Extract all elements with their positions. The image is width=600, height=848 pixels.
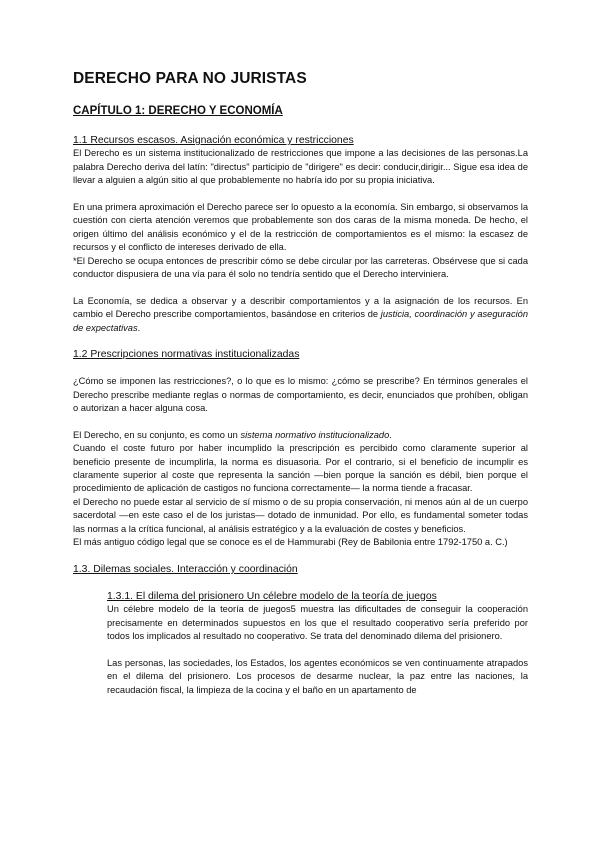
paragraph: La Economía, se dedica a observar y a describir comportamientos y a la asignación de los recursos. En cambio el Derecho prescribe comportamientos, basándose en criterios de justicia, coordinación y aseguración de expectativas. <box>73 295 528 333</box>
paragraph: ¿Cómo se imponen las restricciones?, o lo que es lo mismo: ¿cómo se prescribe? En términos generales el Derecho prescribe mediante reglas o normas de comportamiento, es decir, enunciados que prohíben, obligan o autorizan a hacer alguna cosa. <box>73 376 528 414</box>
emphasis-text: sistema normativo institucionalizado <box>240 429 390 440</box>
section-heading-1-2: 1.2 Prescripciones normativas institucionalizadas <box>73 349 300 361</box>
paragraph: Cuando el coste futuro por haber incumplido la prescripción es percibido como claramente superior al beneficio presente de incumplirla, la norma es disuasoria. Por el contrario, si el beneficio de incumplir es claramente superior al coste que representa la sanción —bien porque la sanción es débil, bien porque el procedimiento de aplicación de castigos no funciona correctamente— la norma tiende a fracasar. <box>73 443 528 494</box>
paragraph: El Derecho, en su conjunto, es como un sistema normativo institucionalizado. <box>73 429 392 440</box>
paragraph: Un célebre modelo de la teoría de juegos5 muestra las dificultades de conseguir la cooperación precisamente en determinados supuestos en los que el resultado cooperativo sería preferido por todos los implicados al resultado no cooperativo. Se trata del denominado dilema del prisionero. <box>107 604 528 641</box>
paragraph: El Derecho es un sistema institucionalizado de restricciones que impone a las decisiones de las personas.La palabra Derecho deriva del latín: "directus" participio de "dirigere" es decir: conducir,dirigir... Sigue esa idea de llevar a alguien a algún sitio al que probablemente no habría ido por su propia iniciativa. <box>73 148 528 186</box>
emphasis-text: justicia, coordinación y aseguración de expectativas <box>73 309 528 333</box>
subsection-block <box>107 590 528 697</box>
section-heading-1-1: 1.1 Recursos escasos. Asignación económica y restricciones <box>73 135 354 146</box>
chapter-heading: CAPÍTULO 1: DERECHO Y ECONOMÍA <box>73 105 283 117</box>
section-heading-1-3: 1.3. Dilemas sociales. Interacción y coordinación <box>73 563 298 575</box>
subsection-heading-1-3-1: 1.3.1. El dilema del prisionero Un célebre modelo de la teoría de juegos <box>107 590 437 602</box>
document-page <box>73 70 528 697</box>
paragraph: *El Derecho se ocupa entonces de prescribir cómo se debe circular por las carreteras. Obsérvese que si cada conductor dispusiera de una vía para él solo no tendría sentido que el Derecho interviniera. <box>73 255 528 280</box>
paragraph: el Derecho no puede estar al servicio de sí mismo o de su propia conservación, ni menos aún al de un cuerpo sacerdotal —en este caso el de los juristas— dotado de inmunidad. Por ello, es fundamental someter todas las normas a la crítica funcional, al análisis estratégico y a la evaluación de costes y beneficios. <box>73 496 528 534</box>
paragraph: El más antiguo código legal que se conoce es el de Hammurabi (Rey de Babilonia entre 1792-1750 a. C.) <box>73 537 508 548</box>
paragraph: Las personas, las sociedades, los Estados, los agentes económicos se ven continuamente atrapados en el dilema del prisionero. Los procesos de desarme nuclear, la paz entre las naciones, la recaudación fiscal, la limpieza de la cocina y el baño en un apartamento de <box>107 657 528 695</box>
paragraph: En una primera aproximación el Derecho parece ser lo opuesto a la economía. Sin embargo, si observamos la cuestión con cierta atención veremos que probablemente son dos caras de la misma moneda. De hecho, el origen último del análisis económico y el de la restricción de comportamientos es el mismo: la escasez de recursos y el conflicto de intereses derivado de ella. <box>73 202 528 253</box>
document-title: DERECHO PARA NO JURISTAS <box>73 70 307 87</box>
